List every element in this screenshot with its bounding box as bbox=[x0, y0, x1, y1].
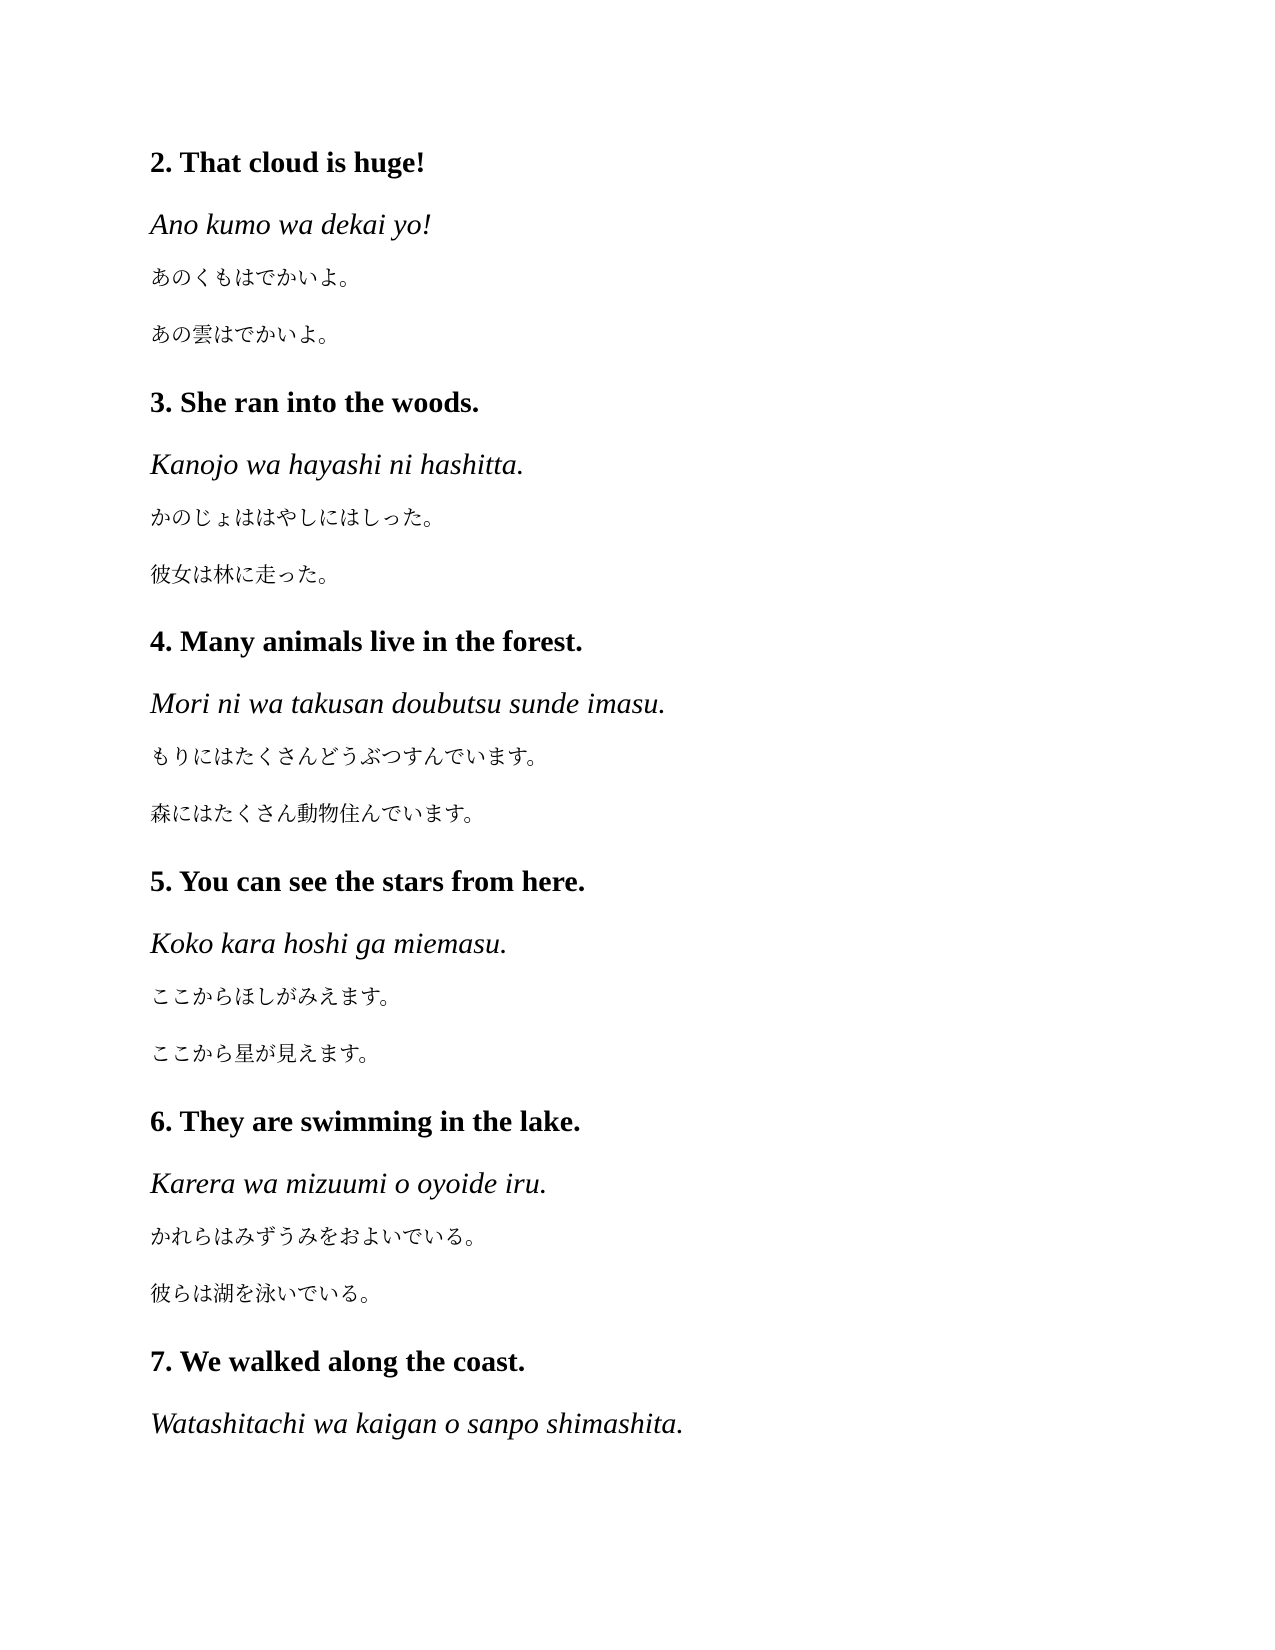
english-sentence: 7. We walked along the coast. bbox=[150, 1345, 526, 1378]
kana-sentence: かのじょははやしにはしった。 bbox=[150, 506, 444, 530]
kanji-sentence: 森にはたくさん動物住んでいます。 bbox=[150, 802, 485, 826]
romaji-sentence: Ano kumo wa dekai yo! bbox=[150, 208, 432, 241]
kanji-sentence: 彼女は林に走った。 bbox=[150, 563, 339, 587]
english-sentence: 5. You can see the stars from here. bbox=[150, 865, 586, 898]
english-sentence: 6. They are swimming in the lake. bbox=[150, 1105, 581, 1138]
kana-sentence: ここからほしがみえます。 bbox=[150, 985, 401, 1009]
kana-sentence: あのくもはでかいよ。 bbox=[150, 266, 360, 290]
romaji-sentence: Karera wa mizuumi o oyoide iru. bbox=[150, 1167, 548, 1200]
kana-sentence: もりにはたくさんどうぶつすんでいます。 bbox=[150, 745, 548, 769]
kanji-sentence: あの雲はでかいよ。 bbox=[150, 323, 339, 347]
english-sentence: 4. Many animals live in the forest. bbox=[150, 625, 583, 658]
english-sentence: 3. She ran into the woods. bbox=[150, 386, 480, 419]
romaji-sentence: Koko kara hoshi ga miemasu. bbox=[150, 927, 508, 960]
kana-sentence: かれらはみずうみをおよいでいる。 bbox=[150, 1225, 486, 1249]
romaji-sentence: Watashitachi wa kaigan o sanpo shimashita. bbox=[150, 1407, 684, 1440]
romaji-sentence: Mori ni wa takusan doubutsu sunde imasu. bbox=[150, 687, 666, 720]
kanji-sentence: ここから星が見えます。 bbox=[150, 1042, 380, 1066]
kanji-sentence: 彼らは湖を泳いでいる。 bbox=[150, 1282, 381, 1306]
romaji-sentence: Kanojo wa hayashi ni hashitta. bbox=[150, 448, 525, 481]
english-sentence: 2. That cloud is huge! bbox=[150, 146, 426, 179]
